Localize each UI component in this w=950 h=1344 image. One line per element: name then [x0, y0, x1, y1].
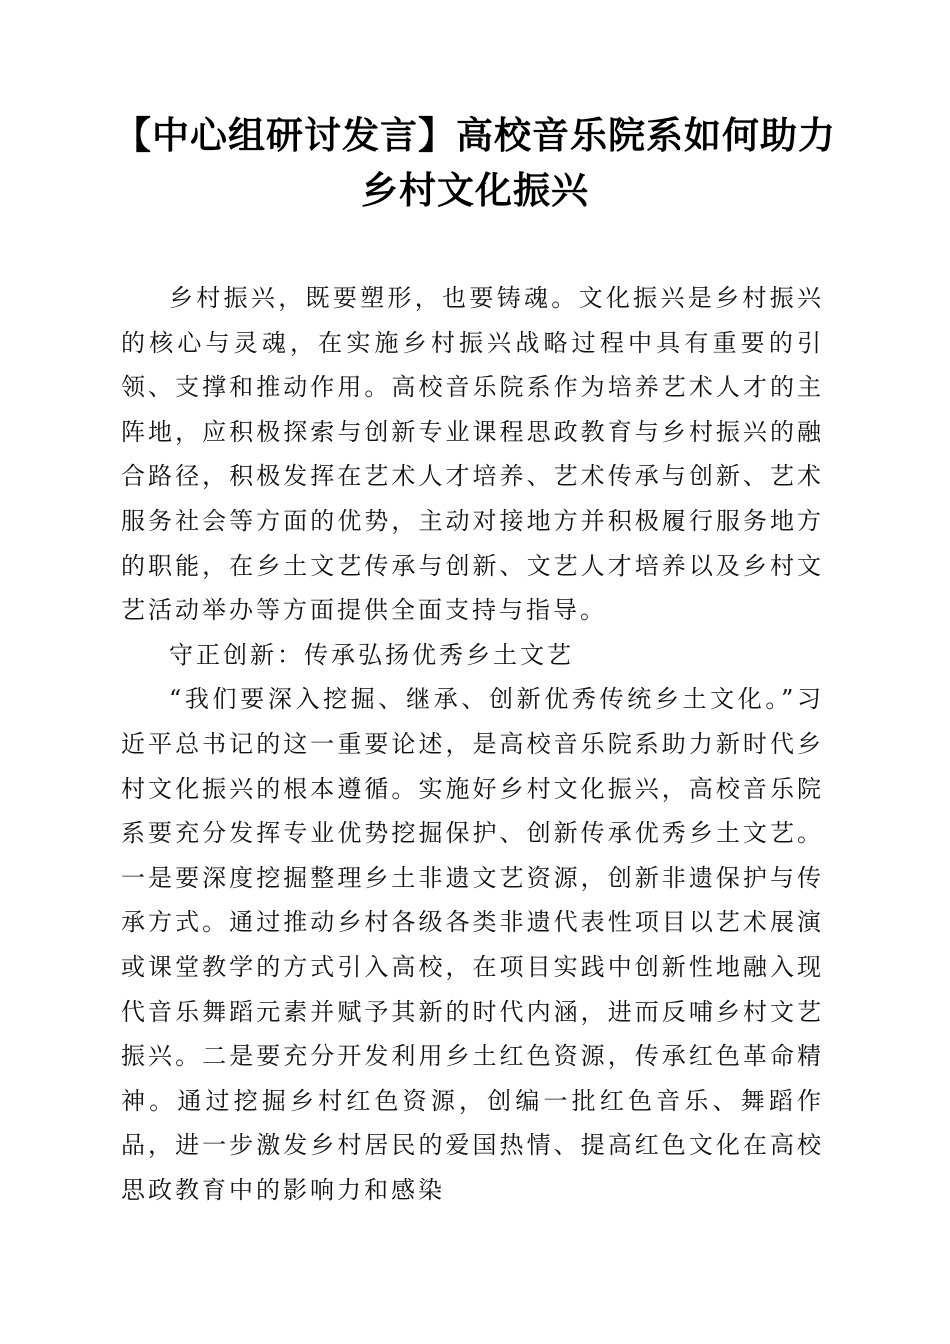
document-title: 【中心组研讨发言】高校音乐院系如何助力乡村文化振兴: [114, 114, 836, 212]
paragraph-body: “我们要深入挖掘、继承、创新优秀传统乡土文化。”习近平总书记的这一重要论述，是高校音乐院系助力新时代乡村文化振兴的根本遵循。实施好乡村文化振兴，高校音乐院系要充分发挥专业优势挖掘保护、创新传承优秀乡土文艺。一是要深度挖掘整理乡土非遗文艺资源，创新非遗保护与传承方式。通过推动乡村各级各类非遗代表性项目以艺术展演或课堂教学的方式引入高校，在项目实践中创新性地融入现代音乐舞蹈元素并赋予其新的时代内涵，进而反哺乡村文艺振兴。二是要充分开发利用乡土红色资源，传承红色革命精神。通过挖掘乡村红色资源，创编一批红色音乐、舞蹈作品，进一步激发乡村居民的爱国热情、提高红色文化在高校思政教育中的影响力和感染: [121, 685, 824, 1204]
document-body: [121, 276, 824, 1212]
paragraph-intro: 乡村振兴，既要塑形，也要铸魂。文化振兴是乡村振兴的核心与灵魂，在实施乡村振兴战略过程中具有重要的引领、支撑和推动作用。高校音乐院系作为培养艺术人才的主阵地，应积极探索与创新专业课程思政教育与乡村振兴的融合路径，积极发挥在艺术人才培养、艺术传承与创新、艺术服务社会等方面的优势，主动对接地方并积极履行服务地方的职能，在乡土文艺传承与创新、文艺人才培养以及乡村文艺活动举办等方面提供全面支持与指导。: [121, 284, 824, 625]
section-heading: 守正创新：传承弘扬优秀乡土文艺: [169, 640, 574, 669]
